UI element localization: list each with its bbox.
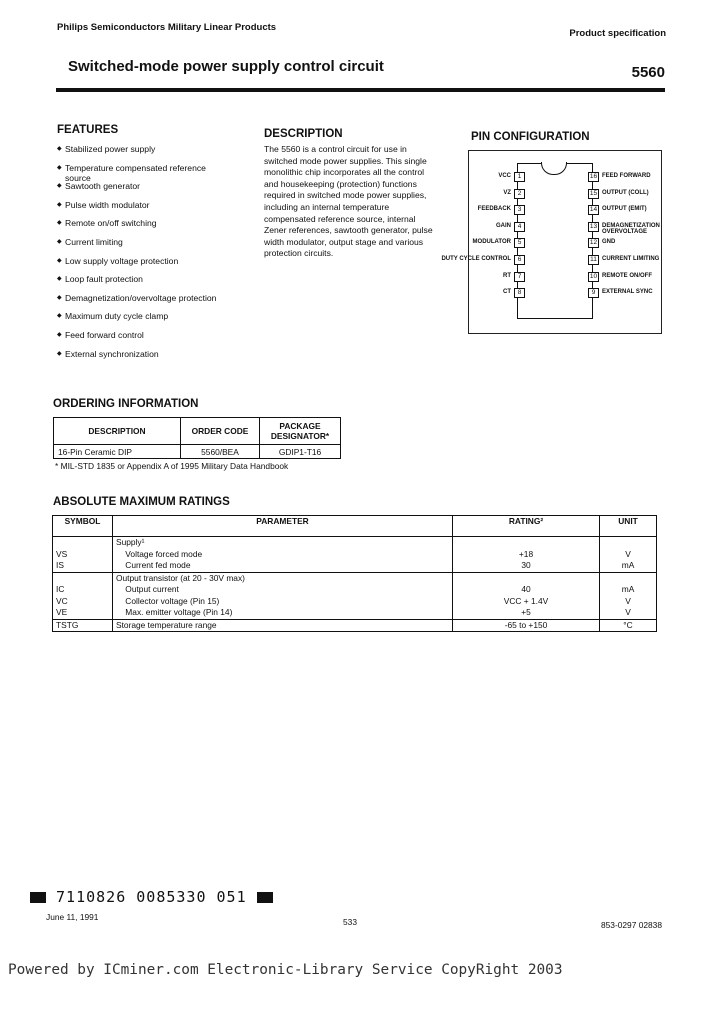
ratings-line: VCC + 1.4V xyxy=(503,595,549,606)
list-item xyxy=(57,163,245,182)
features-section xyxy=(57,124,245,367)
pin-label: EXTERNAL SYNC xyxy=(602,289,653,296)
table-row xyxy=(54,445,341,459)
ratings-line: 30 xyxy=(521,560,531,570)
pin-label: FEEDBACK xyxy=(477,206,511,213)
page-title: Switched-mode power supply control circuit xyxy=(68,58,384,75)
ratings-line: Output transistor (at 20 - 30V max) xyxy=(116,572,245,583)
description-line: required in switched mode power supplies, xyxy=(264,190,427,201)
pin-number: 4 xyxy=(514,222,525,232)
company-name: Philips Semiconductors Military Linear Products xyxy=(57,22,277,33)
ratings-table xyxy=(52,515,657,632)
part-number: 5560 xyxy=(631,64,665,81)
feature-text: ◆ Current limiting xyxy=(65,236,123,247)
ic-package xyxy=(517,163,593,319)
ratings-line: V xyxy=(625,548,631,559)
description-line: The 5560 is a control circuit for use in xyxy=(264,144,407,154)
ordering-note: * MIL-STD 1835 or Appendix A of 1995 Military Data Handbook xyxy=(55,461,289,471)
ordering-description: 16-Pin Ceramic DIP xyxy=(54,445,181,459)
description-line: Zener references, sawtooth generator, pulse xyxy=(264,225,433,236)
ratings-line: -65 to +150 xyxy=(504,619,548,630)
ratings-line: +18 xyxy=(518,548,534,559)
ratings-line: TSTG xyxy=(56,619,79,630)
pin-number: 6 xyxy=(514,255,525,265)
ratings-heading-wrap xyxy=(53,496,230,508)
description-heading: DESCRIPTION xyxy=(264,128,343,140)
ratings-line: IS xyxy=(56,560,64,570)
ratings-cell-param xyxy=(113,572,453,619)
list-item xyxy=(57,311,245,330)
feature-text: source xyxy=(65,172,91,183)
pin-number: 9 xyxy=(588,288,599,298)
description-line: monolithic chip incorporates all the control xyxy=(264,167,425,178)
ratings-line: Supply¹ xyxy=(116,537,145,547)
description-line: and housekeeping (protection) functions xyxy=(264,178,417,189)
ordering-table xyxy=(53,417,341,459)
pin-label: OUTPUT (EMIT) xyxy=(602,206,647,213)
pin-number: 14 xyxy=(589,206,598,214)
table-row xyxy=(53,619,657,632)
list-item xyxy=(57,144,245,163)
list-item xyxy=(57,293,245,312)
ratings-line: Output current xyxy=(116,584,179,594)
ratings-cell-symbol xyxy=(53,572,113,619)
pin-config-heading: PIN CONFIGURATION xyxy=(471,131,590,143)
ratings-line xyxy=(603,573,653,585)
barcode-text: 7110826 0085330 051 xyxy=(56,888,247,906)
ratings-heading: ABSOLUTE MAXIMUM RATINGS xyxy=(53,496,230,508)
ratings-line: °C xyxy=(623,619,633,630)
feature-text: ◆ Temperature compensated reference xyxy=(65,162,206,173)
ratings-line: 40 xyxy=(521,584,531,594)
ordering-col-description: DESCRIPTION xyxy=(54,418,181,445)
ordering-heading-wrap xyxy=(53,398,198,410)
doc-type: Product specification xyxy=(569,28,666,39)
pin-number: 10 xyxy=(589,272,598,280)
features-list xyxy=(57,144,245,367)
ratings-line: +5 xyxy=(521,607,531,617)
pin-label: FEED FORWARD xyxy=(602,173,651,179)
ratings-line: mA xyxy=(621,584,635,594)
pin-number: 3 xyxy=(514,205,525,215)
pin-number: 11 xyxy=(588,255,599,265)
ratings-line xyxy=(603,537,653,549)
ratings-cell-symbol xyxy=(53,619,113,632)
feature-text: ◆ Loop fault protection xyxy=(65,274,143,285)
footer-page: 533 xyxy=(343,917,357,927)
description-line: including an internal temperature xyxy=(264,201,390,212)
ratings-line xyxy=(456,573,596,585)
footer-date: June 11, 1991 xyxy=(46,912,99,922)
ratings-cell-param xyxy=(113,619,453,632)
ratings-line xyxy=(56,573,109,585)
footer-code: 853-0297 02838 xyxy=(600,920,662,930)
ratings-cell-symbol xyxy=(53,537,113,573)
ratings-line xyxy=(456,537,596,549)
ratings-cell-rating xyxy=(453,572,600,619)
ordering-col-order-code: ORDER CODE xyxy=(181,418,260,445)
feature-text: ◆ Pulse width modulator xyxy=(65,199,150,210)
pin-number: 12 xyxy=(589,239,598,247)
list-item xyxy=(57,274,245,293)
pin-label: DEMAGNETIZATION OVERVOLTAGE xyxy=(602,222,660,236)
pin-number: 7 xyxy=(514,272,525,282)
pin-label: VCC xyxy=(498,173,511,179)
ordering-col-package: PACKAGE DESIGNATOR* xyxy=(260,418,341,445)
description-line: width modulator, output stage and various xyxy=(264,236,424,247)
description-line: compensated reference source, internal xyxy=(264,213,416,224)
pin-label: GAIN xyxy=(496,222,511,229)
ratings-line: VC xyxy=(56,595,68,606)
list-item xyxy=(57,237,245,256)
feature-text: ◆ Remote on/off switching xyxy=(65,218,157,229)
barcode-block-left xyxy=(30,892,46,903)
pin-number: 13 xyxy=(589,222,598,230)
ratings-cell-rating xyxy=(453,537,600,573)
description-section xyxy=(264,128,456,260)
ratings-line: mA xyxy=(621,560,635,570)
ordering-package: GDIP1-T16 xyxy=(260,445,341,459)
list-item xyxy=(57,256,245,275)
ratings-cell-unit xyxy=(600,572,657,619)
description-line: protection circuits. xyxy=(264,248,334,259)
powered-by: Powered by ICminer.com Electronic-Library Service CopyRight 2003 xyxy=(8,962,563,978)
feature-text: ◆ Demagnetization/overvoltage protection xyxy=(65,292,217,303)
ratings-cell-unit xyxy=(600,537,657,573)
pin-label: REMOTE ON/OFF xyxy=(602,272,652,279)
ratings-line: Storage temperature range xyxy=(116,619,217,630)
ratings-line: Voltage forced mode xyxy=(116,548,203,559)
pin-label: CT xyxy=(503,289,511,296)
pin-config-heading-wrap xyxy=(471,131,590,143)
pin-label: MODULATOR xyxy=(472,239,511,246)
ratings-line: Collector voltage (Pin 15) xyxy=(116,595,220,606)
feature-text: ◆ Feed forward control xyxy=(65,329,144,340)
pin-label: VZ xyxy=(503,189,511,196)
ratings-line: VE xyxy=(56,607,68,617)
ratings-line xyxy=(56,537,109,549)
ratings-line: Current fed mode xyxy=(116,560,191,570)
pin-number: 8 xyxy=(514,288,525,298)
ratings-cell-rating xyxy=(453,619,600,632)
list-item xyxy=(57,330,245,349)
barcode-line xyxy=(30,888,273,906)
feature-text: ◆ Stabilized power supply xyxy=(65,144,156,154)
ratings-line: Max. emitter voltage (Pin 14) xyxy=(116,607,233,617)
pin-label: CURRENT LIMITING xyxy=(602,256,660,262)
list-item xyxy=(57,181,245,200)
pin-label: RT xyxy=(503,272,511,279)
features-heading: FEATURES xyxy=(57,124,119,136)
list-item xyxy=(57,349,245,368)
ordering-heading: ORDERING INFORMATION xyxy=(53,398,199,410)
ratings-line: VS xyxy=(56,548,68,559)
ratings-col-rating: RATING² xyxy=(453,516,600,537)
barcode-block-right xyxy=(257,892,273,903)
pin-number: 15 xyxy=(589,189,598,197)
description-text xyxy=(264,144,456,260)
ratings-col-parameter: PARAMETER xyxy=(113,516,453,537)
ratings-line: IC xyxy=(56,584,65,594)
ordering-code: 5560/BEA xyxy=(181,445,260,459)
pin-label: OUTPUT (COLL) xyxy=(602,189,649,196)
feature-text: ◆ Low supply voltage protection xyxy=(65,255,179,266)
header-rule xyxy=(56,88,665,92)
feature-text: ◆ Sawtooth generator xyxy=(65,181,141,192)
table-row xyxy=(53,537,657,573)
ratings-line: V xyxy=(625,595,631,606)
pin-number: 16 xyxy=(589,173,598,180)
pin-number: 5 xyxy=(514,238,525,248)
ratings-cell-unit xyxy=(600,619,657,632)
table-row xyxy=(53,572,657,619)
ratings-cell-param xyxy=(113,537,453,573)
pin-number: 2 xyxy=(514,189,525,199)
description-line: switched mode power supplies. This single xyxy=(264,155,427,166)
ratings-col-unit: UNIT xyxy=(600,516,657,537)
list-item xyxy=(57,218,245,237)
pin-number: 1 xyxy=(514,172,525,182)
pin-label: GND xyxy=(602,239,616,246)
pin-label: DUTY CYCLE CONTROL xyxy=(441,256,511,262)
ratings-col-symbol: SYMBOL xyxy=(53,516,113,537)
feature-text: ◆ External synchronization xyxy=(65,348,159,359)
list-item xyxy=(57,200,245,219)
ratings-line: V xyxy=(625,607,631,617)
feature-text: ◆ Maximum duty cycle clamp xyxy=(65,311,169,322)
